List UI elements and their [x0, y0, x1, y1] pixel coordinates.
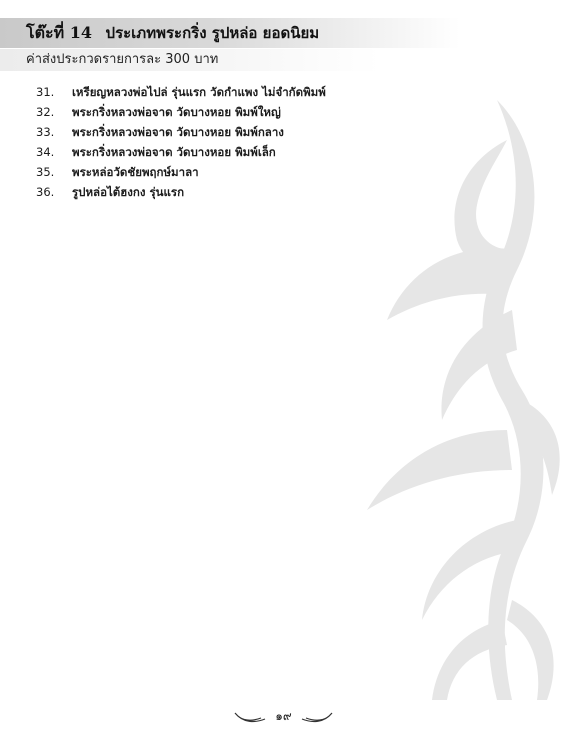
list-item [36, 82, 326, 102]
item-text: พระกริ่งหลวงพ่อจาด วัดบางหอย พิมพ์เล็ก [72, 145, 276, 159]
item-text: พระกริ่งหลวงพ่อจาด วัดบางหอย พิมพ์ใหญ่ [72, 105, 281, 119]
list-item [36, 102, 326, 122]
item-number: 33. [36, 125, 55, 139]
item-number: 35. [36, 165, 55, 179]
item-text: เหรียญหลวงพ่อไปล่ รุ่นแรก วัดกำแพง ไม่จำกัดพิมพ์ [72, 85, 326, 99]
page-footer [0, 706, 567, 726]
page-number: ๑๙ [275, 709, 292, 723]
item-text: พระกริ่งหลวงพ่อจาด วัดบางหอย พิมพ์กลาง [72, 125, 284, 139]
item-number: 34. [36, 145, 55, 159]
item-number: 31. [36, 85, 55, 99]
item-number: 36. [36, 185, 55, 199]
page-title [26, 20, 319, 46]
entry-fee-note: ค่าส่งประกวดรายการละ 300 บาท [26, 52, 219, 67]
left-flourish-icon [233, 709, 267, 725]
list-item [36, 122, 326, 142]
list-item [36, 142, 326, 162]
table-label: โต๊ะที่ 14 [26, 23, 92, 42]
item-list [36, 82, 326, 202]
right-flourish-icon [300, 709, 334, 725]
item-text: รูปหล่อไต้ฮงกง รุ่นแรก [72, 185, 185, 199]
category-title: ประเภทพระกริ่ง รูปหล่อ ยอดนิยม [105, 24, 320, 42]
floral-ornament [347, 100, 567, 700]
list-item [36, 182, 326, 202]
item-number: 32. [36, 105, 55, 119]
item-text: พระหล่อวัดชัยพฤกษ์มาลา [72, 165, 199, 179]
list-item [36, 162, 326, 182]
